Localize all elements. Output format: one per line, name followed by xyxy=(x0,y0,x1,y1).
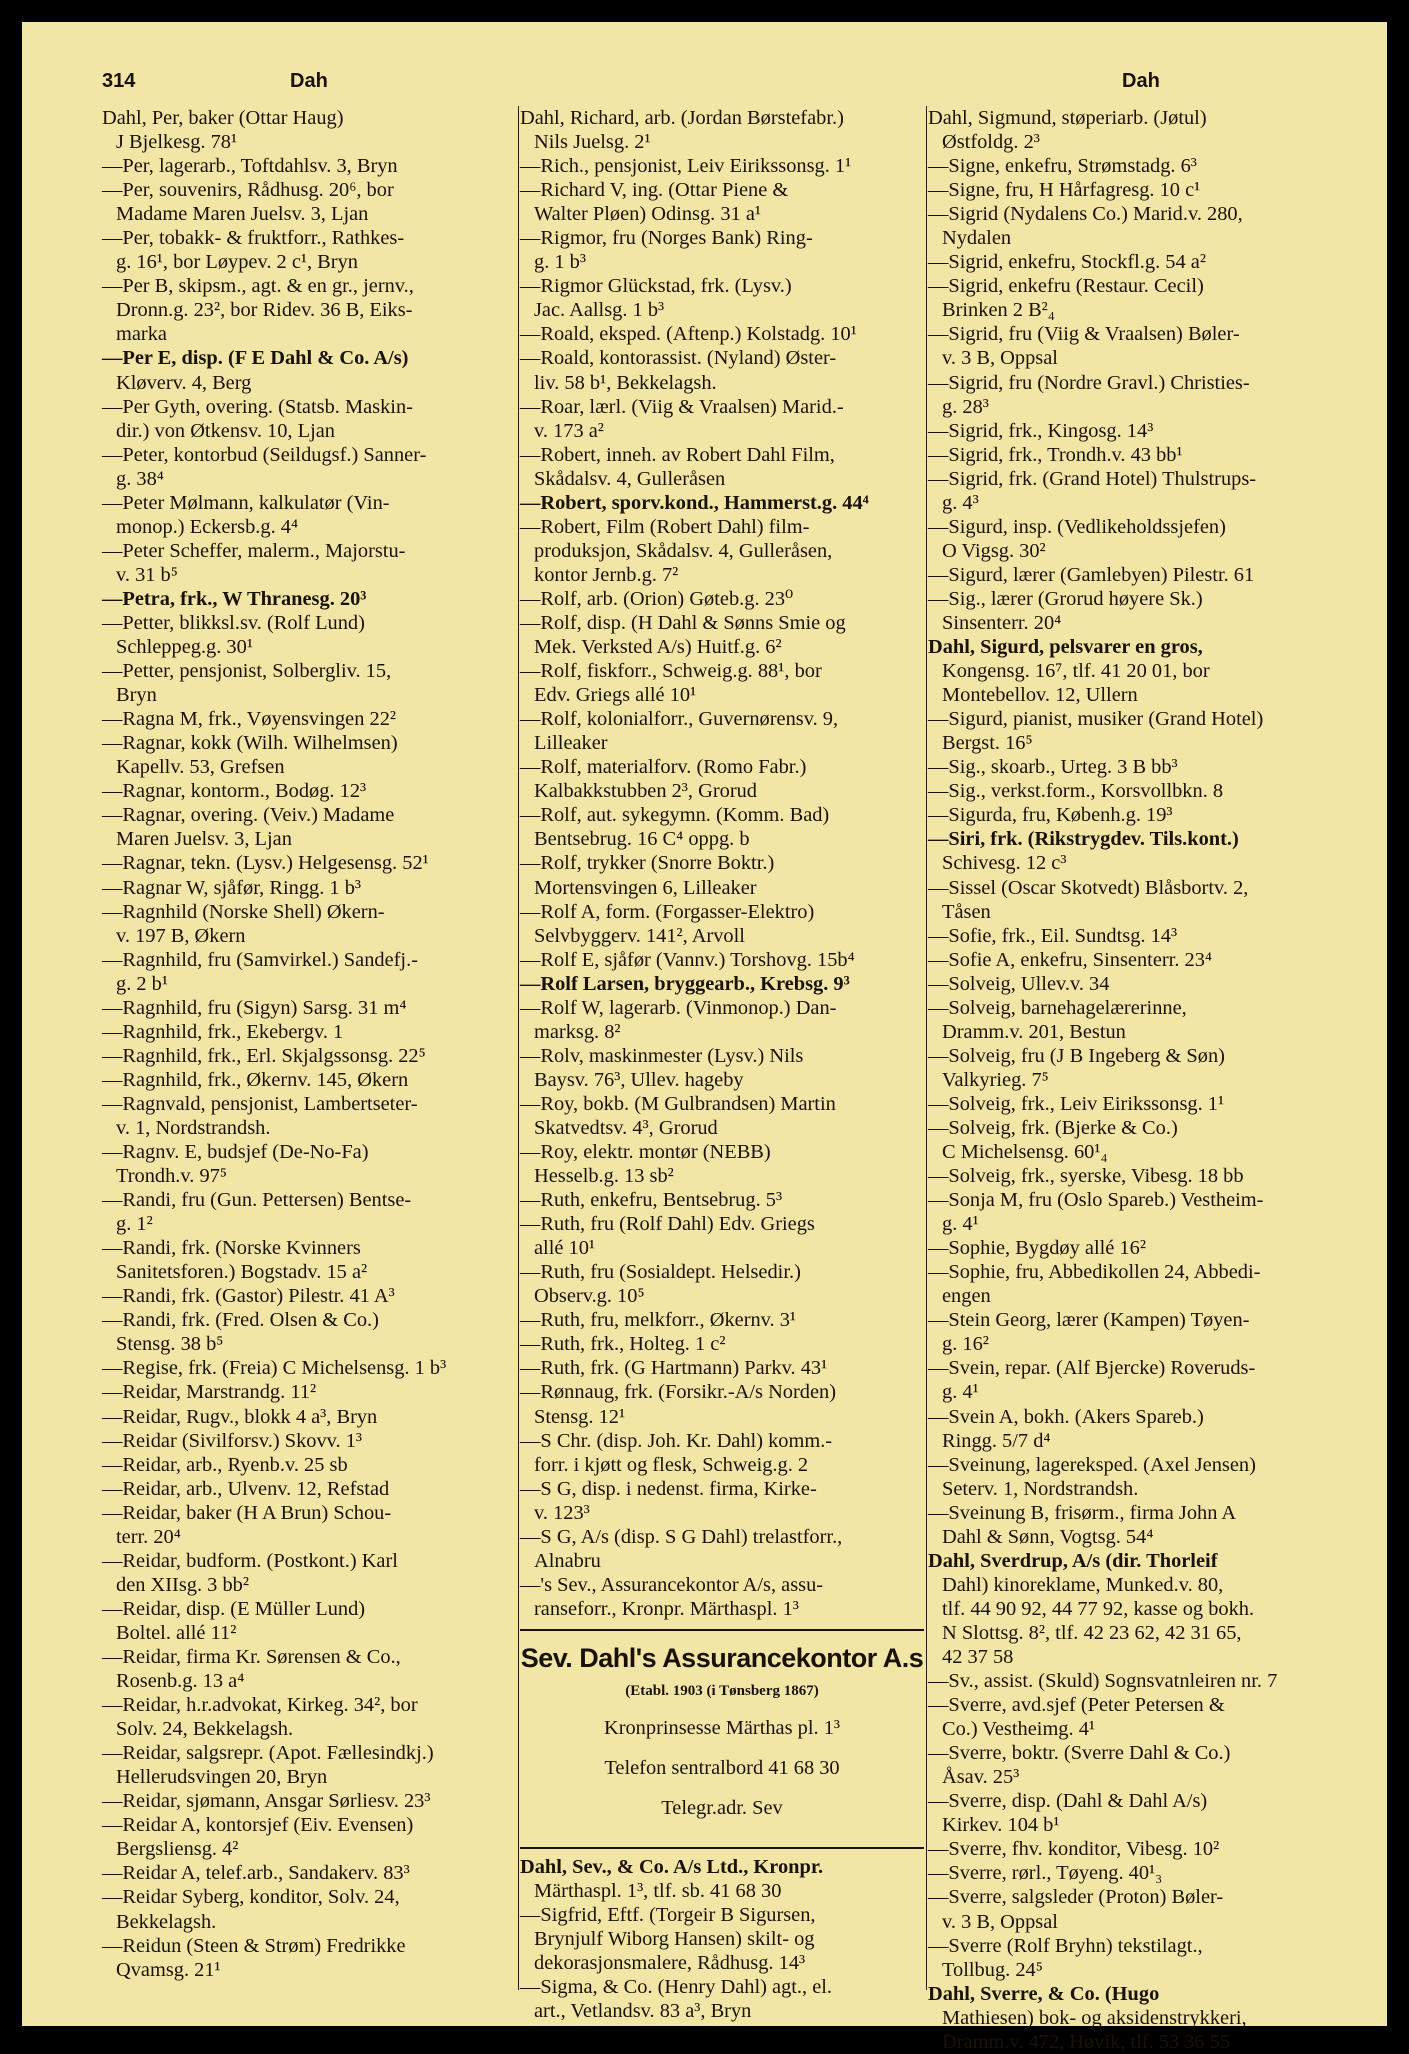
directory-entry-continuation: g. 4¹ xyxy=(942,1213,979,1236)
directory-entry-continuation: g. 16¹, bor Løypev. 2 c¹, Bryn xyxy=(116,251,358,274)
directory-entry: —Ruth, fru, melkforr., Økernv. 3¹ xyxy=(520,1309,797,1332)
directory-entry-continuation: Mortensvingen 6, Lilleaker xyxy=(534,876,757,899)
directory-entry-continuation: forr. i kjøtt og flesk, Schweig.g. 2 xyxy=(534,1453,809,1476)
directory-entry: —Petter, blikksl.sv. (Rolf Lund) xyxy=(102,611,365,634)
directory-entry-continuation: Tollbug. 24⁵ xyxy=(942,1958,1043,1981)
directory-entry: —Ragnhild, frk., Erl. Skjalgssonsg. 22⁵ xyxy=(102,1044,426,1067)
directory-entry-continuation: tlf. 44 90 92, 44 77 92, kasse og bokh. xyxy=(942,1597,1255,1620)
ad-telegram: Telegr.adr. Sev xyxy=(661,1797,783,1819)
directory-entry-continuation: v. 123³ xyxy=(534,1501,590,1524)
directory-entry-continuation: Schivesg. 12 c³ xyxy=(942,852,1067,875)
directory-entry: —Sigrid, frk., Kingosg. 14³ xyxy=(928,419,1154,442)
directory-entry-continuation: dir.) von Øtkensv. 10, Ljan xyxy=(116,419,335,442)
directory-entry-continuation: Trondh.v. 97⁵ xyxy=(116,1165,227,1188)
directory-entry: —Peter Scheffer, malerm., Majorstu- xyxy=(102,539,406,562)
directory-entry: —Ragnvald, pensjonist, Lambertseter- xyxy=(102,1092,418,1115)
directory-entry-continuation: Kongensg. 16⁷, tlf. 41 20 01, bor xyxy=(942,660,1210,683)
directory-entry: —Svein A, bokh. (Akers Spareb.) xyxy=(928,1405,1204,1428)
ad-established: (Etabl. 1903 (i Tønsberg 1867) xyxy=(625,1682,819,1699)
directory-entry-continuation: Dramm.v. 201, Bestun xyxy=(942,1020,1126,1043)
directory-entry: —Sigrid (Nydalens Co.) Marid.v. 280, xyxy=(928,203,1243,226)
column-1 xyxy=(102,106,516,1982)
directory-entry-continuation: Bekkelagsh. xyxy=(116,1910,217,1933)
directory-entry: —Sigrid, enkefru (Restaur. Cecil) xyxy=(928,275,1204,298)
directory-entry-continuation: v. 31 b⁵ xyxy=(116,563,178,586)
directory-entry: —Rich., pensjonist, Leiv Eirikssonsg. 1¹ xyxy=(520,155,852,178)
directory-entry: —Sv., assist. (Skuld) Sognsvatnleiren nr. 7 xyxy=(928,1670,1278,1693)
directory-entry: —Ragnar, tekn. (Lysv.) Helgesensg. 52¹ xyxy=(102,852,429,875)
directory-entry: —Reidar A, telef.arb., Sandakerv. 83³ xyxy=(102,1862,410,1885)
ad-phone: Telefon sentralbord 41 68 30 xyxy=(604,1757,840,1779)
directory-entry: —Per E, disp. (F E Dahl & Co. A/s) xyxy=(102,347,409,370)
directory-entry: —Ragnhild, fru (Samvirkel.) Sandefj.- xyxy=(102,948,418,971)
directory-entry: —Randi, frk. (Fred. Olsen & Co.) xyxy=(102,1309,379,1332)
directory-entry: —Reidar, Rugv., blokk 4 a³, Bryn xyxy=(102,1405,378,1428)
directory-entry: —Ruth, enkefru, Bentsebrug. 5³ xyxy=(520,1189,783,1212)
directory-entry: —Sigrid, frk., Trondh.v. 43 bb¹ xyxy=(928,443,1183,466)
directory-entry: —Reidar, h.r.advokat, Kirkeg. 34², bor xyxy=(102,1694,418,1717)
directory-entry: —Signe, enkefru, Strømstadg. 6³ xyxy=(928,155,1197,178)
directory-entry: —Solveig, frk. (Bjerke & Co.) xyxy=(928,1116,1178,1139)
directory-entry-continuation: Lilleaker xyxy=(534,732,608,755)
column-divider xyxy=(518,106,519,1990)
directory-entry: —Reidar, arb., Ulvenv. 12, Refstad xyxy=(102,1477,390,1500)
directory-entry: —Ragnar, overing. (Veiv.) Madame xyxy=(102,804,395,827)
directory-entry-continuation: Bergst. 16⁵ xyxy=(942,732,1033,755)
directory-entry-continuation: liv. 58 b¹, Bekkelagsh. xyxy=(534,371,717,394)
directory-entry-continuation: art., Vetlandsv. 83 a³, Bryn xyxy=(534,2000,752,2023)
directory-entry-continuation: Madame Maren Juelsv. 3, Ljan xyxy=(116,203,369,226)
directory-entry: —Rønnaug, frk. (Forsikr.-A/s Norden) xyxy=(520,1381,837,1404)
directory-entry: —Sverre, fhv. konditor, Vibesg. 10² xyxy=(928,1838,1220,1861)
directory-entry: —Solveig, Ullev.v. 34 xyxy=(928,972,1110,995)
directory-entry-continuation: Dramm.v. 472, Høvik, tlf. 53 36 55 xyxy=(942,2030,1231,2053)
directory-entry-continuation: g. 28³ xyxy=(942,395,989,418)
directory-entry-continuation: g. 4¹ xyxy=(942,1381,979,1404)
directory-entry: —Signe, fru, H Hårfagresg. 10 c¹ xyxy=(928,179,1201,202)
directory-entry: —Sverre, rørl., Tøyeng. 40¹₃ xyxy=(928,1862,1163,1885)
directory-entry: —Ragnar, kokk (Wilh. Wilhelmsen) xyxy=(102,732,398,755)
directory-entry: —Reidar A, kontorsjef (Eiv. Evensen) xyxy=(102,1814,414,1837)
directory-entry: Dahl, Sev., & Co. A/s Ltd., Kronpr. xyxy=(520,1856,824,1878)
directory-entry-continuation: Brynjulf Wiborg Hansen) skilt- og xyxy=(534,1928,815,1951)
directory-entry-continuation: C Michelsensg. 60¹₄ xyxy=(942,1141,1108,1164)
directory-entry-continuation: Dronn.g. 23², bor Ridev. 36 B, Eiks- xyxy=(116,299,413,322)
directory-entry: —Rolf Larsen, bryggearb., Krebsg. 9³ xyxy=(520,972,850,995)
directory-entry: —Ragnhild, frk., Ekebergv. 1 xyxy=(102,1020,344,1043)
header-right-word: Dah xyxy=(1122,70,1160,92)
directory-entry-continuation: v. 197 B, Økern xyxy=(116,924,246,947)
directory-entry-continuation: g. 1 b³ xyxy=(534,251,586,274)
directory-entry-continuation: ranseforr., Kronpr. Märthaspl. 1³ xyxy=(534,1597,799,1620)
directory-entry: —Sverre, disp. (Dahl & Dahl A/s) xyxy=(928,1790,1208,1813)
directory-entry: —S G, disp. i nedenst. firma, Kirke- xyxy=(520,1477,817,1500)
directory-entry-continuation: Märthaspl. 1³, tlf. sb. 41 68 30 xyxy=(534,1880,782,1903)
directory-entry: —Sonja M, fru (Oslo Spareb.) Vestheim- xyxy=(928,1189,1264,1212)
directory-entry: —'s Sev., Assurancekontor A/s, assu- xyxy=(520,1573,824,1596)
directory-entry: —Robert, Film (Robert Dahl) film- xyxy=(520,515,810,538)
directory-entry: —Rolf A, form. (Forgasser-Elektro) xyxy=(520,900,815,923)
directory-entry-continuation: terr. 20⁴ xyxy=(116,1525,181,1548)
directory-entry: —Sissel (Oscar Skotvedt) Blåsbortv. 2, xyxy=(928,876,1249,899)
directory-entry-continuation: Valkyrieg. 7⁵ xyxy=(942,1068,1049,1091)
directory-entry-continuation: Kirkev. 104 b¹ xyxy=(942,1814,1060,1837)
ad-address: Kronprinsesse Märthas pl. 1³ xyxy=(603,1717,841,1739)
directory-entry: —Solveig, frk., syerske, Vibesg. 18 bb xyxy=(928,1165,1244,1188)
directory-entry: —Reidar Syberg, konditor, Solv. 24, xyxy=(102,1886,400,1909)
directory-entry-continuation: Boltel. allé 11² xyxy=(116,1621,237,1644)
directory-entry-continuation: Østfoldg. 2³ xyxy=(942,131,1040,154)
directory-entry-continuation: Dahl & Sønn, Vogtsg. 54⁴ xyxy=(942,1525,1154,1548)
directory-entry-continuation: Nydalen xyxy=(942,227,1012,250)
directory-entry: —Ragnhild (Norske Shell) Økern- xyxy=(102,900,385,923)
directory-entry-continuation: Mathiesen) bok- og aksidenstrykkeri, xyxy=(942,2006,1247,2029)
directory-entry-continuation: Skatvedtsv. 4³, Grorud xyxy=(534,1116,718,1139)
directory-entry: —Svein, repar. (Alf Bjercke) Roveruds- xyxy=(928,1357,1256,1380)
directory-entry: —Sverre, avd.sjef (Peter Petersen & xyxy=(928,1694,1225,1717)
directory-entry: —Robert, sporv.kond., Hammerst.g. 44⁴ xyxy=(520,491,869,514)
directory-entry: —Solveig, fru (J B Ingeberg & Søn) xyxy=(928,1044,1225,1067)
directory-entry: —Sig., skoarb., Urteg. 3 B bb³ xyxy=(928,756,1178,779)
directory-entry-continuation: Åsav. 25³ xyxy=(942,1766,1020,1789)
directory-entry: —Regise, frk. (Freia) C Michelsensg. 1 b³ xyxy=(102,1357,447,1380)
directory-entry: —Randi, frk. (Norske Kvinners xyxy=(102,1237,361,1260)
directory-entry-continuation: produksjon, Skådalsv. 4, Gulleråsen, xyxy=(534,539,833,562)
directory-entry: —Rigmor, fru (Norges Bank) Ring- xyxy=(520,227,813,250)
directory-entry-continuation: monop.) Eckersb.g. 4⁴ xyxy=(116,515,299,538)
directory-entry: —Reidar, Marstrandg. 11² xyxy=(102,1381,317,1404)
directory-entry-continuation: Jac. Aallsg. 1 b³ xyxy=(534,299,665,322)
directory-entry-continuation: Dahl) kinoreklame, Munked.v. 80, xyxy=(942,1573,1224,1596)
directory-entry: —Sigurd, insp. (Vedlikeholdssjefen) xyxy=(928,515,1226,538)
directory-entry: —Rolf E, sjåfør (Vannv.) Torshovg. 15b⁴ xyxy=(520,948,855,971)
directory-entry: —Reidar, budform. (Postkont.) Karl xyxy=(102,1549,398,1572)
directory-entry-continuation: Brinken 2 B²₄ xyxy=(942,299,1055,322)
advertisement-box xyxy=(520,1629,924,1849)
directory-entry: —Ruth, frk. (G Hartmann) Parkv. 43¹ xyxy=(520,1357,828,1380)
directory-entry: —Per, lagerarb., Toftdahlsv. 3, Bryn xyxy=(102,155,398,178)
directory-entry: —Rolf, fiskforr., Schweig.g. 88¹, bor xyxy=(520,660,822,683)
directory-entry: —Randi, fru (Gun. Pettersen) Bentse- xyxy=(102,1189,412,1212)
directory-entry: Dahl, Per, baker (Ottar Haug) xyxy=(102,107,344,129)
directory-entry: —Sigfrid, Eftf. (Torgeir B Sigursen, xyxy=(520,1904,816,1927)
header-left-word: Dah xyxy=(290,70,328,92)
directory-entry-continuation: Baysv. 76³, Ullev. hageby xyxy=(534,1068,744,1091)
directory-entry: Dahl, Sigurd, pelsvarer en gros, xyxy=(928,636,1203,659)
directory-entry: —Rolf, arb. (Orion) Gøteb.g. 23⁰ xyxy=(520,587,794,610)
directory-entry-continuation: Seterv. 1, Nordstrandsh. xyxy=(942,1477,1139,1500)
directory-entry: Dahl, Sigmund, støperiarb. (Jøtul) xyxy=(928,107,1207,129)
directory-entry: —Per B, skipsm., agt. & en gr., jernv., xyxy=(102,275,414,298)
directory-entry: —Rolf, materialforv. (Romo Fabr.) xyxy=(520,756,807,779)
directory-entry-continuation: Hellerudsvingen 20, Bryn xyxy=(116,1766,328,1789)
directory-entry: —Sofie, frk., Eil. Sundtsg. 14³ xyxy=(928,924,1178,947)
directory-entry: —Sveinung, lagereksped. (Axel Jensen) xyxy=(928,1453,1256,1476)
directory-entry: —Randi, frk. (Gastor) Pilestr. 41 A³ xyxy=(102,1285,395,1308)
directory-entry-continuation: g. 38⁴ xyxy=(116,467,164,490)
directory-entry-continuation: Skådalsv. 4, Gulleråsen xyxy=(534,467,726,490)
directory-entry-continuation: dekorasjonsmalere, Rådhusg. 14³ xyxy=(534,1952,806,1975)
directory-entry: —Sophie, fru, Abbedikollen 24, Abbedi- xyxy=(928,1261,1261,1284)
directory-entry-continuation: O Vigsg. 30² xyxy=(942,539,1046,562)
directory-entry: —Reidar (Sivilforsv.) Skovv. 1³ xyxy=(102,1429,363,1452)
directory-entry: —Sigrid, fru (Viig & Vraalsen) Bøler- xyxy=(928,323,1240,346)
directory-entry: —Sig., verkst.form., Korsvollbkn. 8 xyxy=(928,780,1224,803)
directory-entry-continuation: allé 10¹ xyxy=(534,1237,596,1260)
column-2 xyxy=(520,106,924,2023)
directory-entry-continuation: engen xyxy=(942,1285,991,1308)
directory-entry: —S Chr. (disp. Joh. Kr. Dahl) komm.- xyxy=(520,1429,833,1452)
directory-entry: Dahl, Sverdrup, A/s (dir. Thorleif xyxy=(928,1549,1218,1572)
directory-entry: —Reidar, arb., Ryenb.v. 25 sb xyxy=(102,1453,348,1476)
directory-entry-continuation: g. 4³ xyxy=(942,491,979,514)
directory-entry-continuation: v. 173 a² xyxy=(534,419,604,442)
column-divider xyxy=(926,106,927,1990)
directory-entry: —Rigmor Glückstad, frk. (Lysv.) xyxy=(520,275,792,298)
directory-entry-continuation: Solv. 24, Bekkelagsh. xyxy=(116,1718,294,1741)
directory-entry-continuation: g. 2 b¹ xyxy=(116,972,168,995)
directory-entry-continuation: Ringg. 5/7 d⁴ xyxy=(942,1429,1051,1452)
directory-entry: —Peter, kontorbud (Seildugsf.) Sanner- xyxy=(102,443,427,466)
directory-entry-continuation: Rosenb.g. 13 a⁴ xyxy=(116,1670,245,1693)
directory-entry-continuation: Tåsen xyxy=(942,900,991,923)
directory-entry: —Sigma, & Co. (Henry Dahl) agt., el. xyxy=(520,1976,833,1999)
directory-entry-continuation: Co.) Vestheimg. 4¹ xyxy=(942,1718,1095,1741)
directory-entry: —Ragnhild, fru (Sigyn) Sarsg. 31 m⁴ xyxy=(102,996,407,1019)
directory-entry-continuation: Selvbyggerv. 141², Arvoll xyxy=(534,924,745,947)
directory-entry: —Sophie, Bygdøy allé 16² xyxy=(928,1237,1146,1260)
directory-entry: —Ragnar, kontorm., Bodøg. 12³ xyxy=(102,780,367,803)
directory-entry-continuation: Montebellov. 12, Ullern xyxy=(942,684,1138,707)
directory-entry: —Robert, inneh. av Robert Dahl Film, xyxy=(520,443,835,466)
directory-entry-continuation: Sinsenterr. 20⁴ xyxy=(942,611,1062,634)
directory-entry: —Roald, kontorassist. (Nyland) Øster- xyxy=(520,347,837,370)
directory-entry-continuation: Alnabru xyxy=(534,1549,601,1572)
directory-entry: —Rolv, maskinmester (Lysv.) Nils xyxy=(520,1044,804,1067)
directory-entry: —Sigurd, lærer (Gamlebyen) Pilestr. 61 xyxy=(928,563,1255,586)
directory-entry-continuation: Walter Pløen) Odinsg. 31 a¹ xyxy=(534,203,762,226)
directory-entry-continuation: Sanitetsforen.) Bogstadv. 15 a² xyxy=(116,1261,368,1284)
directory-entry: —Sigrid, frk. (Grand Hotel) Thulstrups- xyxy=(928,467,1257,490)
directory-entry: —Per, souvenirs, Rådhusg. 20⁶, bor xyxy=(102,179,394,202)
directory-entry: Dahl, Sverre, & Co. (Hugo xyxy=(928,1982,1160,2005)
directory-entry-continuation: 42 37 58 xyxy=(942,1646,1014,1668)
directory-entry: —Reidar, sjømann, Ansgar Sørliesv. 23³ xyxy=(102,1790,431,1813)
directory-entry: —Sofie A, enkefru, Sinsenterr. 23⁴ xyxy=(928,948,1213,971)
directory-entry: —Sverre, salgsleder (Proton) Bøler- xyxy=(928,1886,1224,1909)
page-number: 314 xyxy=(102,70,136,92)
directory-entry: —Sigrid, enkefru, Stockfl.g. 54 a² xyxy=(928,251,1206,274)
directory-entry: —Siri, frk. (Rikstrygdev. Tils.kont.) xyxy=(928,828,1239,851)
directory-entry-continuation: v. 1, Nordstrandsh. xyxy=(116,1116,271,1139)
directory-entry: —Rolf W, lagerarb. (Vinmonop.) Dan- xyxy=(520,996,837,1019)
directory-entry-continuation: Hesselb.g. 13 sb² xyxy=(534,1165,674,1188)
directory-entry: —Solveig, barnehagelærerinne, xyxy=(928,996,1187,1019)
directory-entry-continuation: N Slottsg. 8², tlf. 42 23 62, 42 31 65, xyxy=(942,1621,1242,1644)
directory-entry: —Petter, pensjonist, Solbergliv. 15, xyxy=(102,660,392,683)
directory-entry: —Rolf, trykker (Snorre Boktr.) xyxy=(520,852,775,875)
directory-entry: —Sverre (Rolf Bryhn) tekstilagt., xyxy=(928,1934,1203,1957)
directory-entry: —Peter Mølmann, kalkulatør (Vin- xyxy=(102,491,390,514)
directory-entry-continuation: Mek. Verksted A/s) Huitf.g. 6² xyxy=(534,636,782,659)
directory-entry-continuation: Maren Juelsv. 3, Ljan xyxy=(116,828,292,851)
ad-title: Sev. Dahl's Assurancekontor A.s xyxy=(520,1642,924,1673)
directory-entry-continuation: Kapellv. 53, Grefsen xyxy=(116,756,285,779)
directory-entry-continuation: v. 3 B, Oppsal xyxy=(942,1910,1058,1933)
directory-entry: —S G, A/s (disp. S G Dahl) trelastforr., xyxy=(520,1525,843,1548)
directory-entry-continuation: den XIIsg. 3 bb² xyxy=(116,1573,249,1596)
directory-entry-continuation: Edv. Griegs allé 10¹ xyxy=(534,684,697,707)
directory-entry: —Rolf, kolonialforr., Guvernørensv. 9, xyxy=(520,708,839,731)
directory-entry: —Sigurd, pianist, musiker (Grand Hotel) xyxy=(928,708,1264,731)
directory-entry: —Reidun (Steen & Strøm) Fredrikke xyxy=(102,1934,406,1957)
directory-entry-continuation: Nils Juelsg. 2¹ xyxy=(534,131,651,154)
directory-entry: —Ragnar W, sjåfør, Ringg. 1 b³ xyxy=(102,876,362,899)
directory-entry-continuation: Observ.g. 10⁵ xyxy=(534,1285,645,1308)
directory-entry: —Sigrid, fru (Nordre Gravl.) Christies- xyxy=(928,371,1250,394)
directory-entry: —Reidar, salgsrepr. (Apot. Fællesindkj.) xyxy=(102,1742,434,1765)
directory-entry: —Richard V, ing. (Ottar Piene & xyxy=(520,179,789,202)
directory-entry: —Ragnv. E, budsjef (De-No-Fa) xyxy=(102,1141,369,1164)
directory-entry: —Roy, bokb. (M Gulbrandsen) Martin xyxy=(520,1092,836,1115)
directory-entry: —Solveig, frk., Leiv Eirikssonsg. 1¹ xyxy=(928,1092,1225,1115)
directory-entry: —Ragna M, frk., Vøyensvingen 22² xyxy=(102,708,397,731)
directory-entry-continuation: J Bjelkesg. 78¹ xyxy=(116,131,238,154)
column-3 xyxy=(928,106,1340,2054)
directory-entry-continuation: Stensg. 12¹ xyxy=(534,1405,626,1428)
directory-entry: —Ruth, fru (Rolf Dahl) Edv. Griegs xyxy=(520,1213,815,1236)
directory-entry-continuation: Bryn xyxy=(116,684,157,707)
directory-entry: —Sigurda, fru, Københ.g. 19³ xyxy=(928,804,1173,827)
directory-entry: Dahl, Richard, arb. (Jordan Børstefabr.) xyxy=(520,107,844,129)
directory-entry: —Roald, eksped. (Aftenp.) Kolstadg. 10¹ xyxy=(520,323,857,346)
directory-entry: —Ruth, fru (Sosialdept. Helsedir.) xyxy=(520,1261,801,1284)
directory-entry-continuation: Schleppeg.g. 30¹ xyxy=(116,636,253,659)
directory-entry-continuation: Kalbakkstubben 2³, Grorud xyxy=(534,780,758,803)
directory-entry: —Sverre, boktr. (Sverre Dahl & Co.) xyxy=(928,1742,1231,1765)
directory-entry-continuation: marksg. 8² xyxy=(534,1020,621,1043)
directory-entry: —Reidar, firma Kr. Sørensen & Co., xyxy=(102,1646,401,1668)
directory-entry: —Per, tobakk- & fruktforr., Rathkes- xyxy=(102,227,405,250)
directory-entry: —Per Gyth, overing. (Statsb. Maskin- xyxy=(102,395,413,418)
directory-entry-continuation: Kløverv. 4, Berg xyxy=(116,371,252,394)
directory-entry: —Reidar, baker (H A Brun) Schou- xyxy=(102,1501,392,1524)
directory-entry: —Sveinung B, frisørm., firma John A xyxy=(928,1501,1237,1524)
directory-entry: —Sig., lærer (Grorud høyere Sk.) xyxy=(928,587,1203,610)
directory-entry-continuation: marka xyxy=(116,323,167,346)
directory-entry: —Roy, elektr. montør (NEBB) xyxy=(520,1141,771,1164)
directory-entry: —Ragnhild, frk., Økernv. 145, Økern xyxy=(102,1068,409,1091)
directory-entry-continuation: g. 1² xyxy=(116,1213,153,1236)
directory-entry: —Roar, lærl. (Viig & Vraalsen) Marid.- xyxy=(520,395,844,418)
directory-entry-continuation: v. 3 B, Oppsal xyxy=(942,347,1058,370)
directory-entry-continuation: Bentsebrug. 16 C⁴ oppg. b xyxy=(534,828,750,851)
directory-entry: —Rolf, aut. sykegymn. (Komm. Bad) xyxy=(520,804,830,827)
directory-page xyxy=(22,22,1387,2053)
directory-entry: —Ruth, frk., Holteg. 1 c² xyxy=(520,1333,726,1356)
directory-entry: —Petra, frk., W Thranesg. 20³ xyxy=(102,587,367,610)
directory-entry: —Rolf, disp. (H Dahl & Sønns Smie og xyxy=(520,611,846,634)
directory-entry-continuation: Stensg. 38 b⁵ xyxy=(116,1333,224,1356)
directory-entry-continuation: Qvamsg. 21¹ xyxy=(116,1958,221,1981)
directory-entry: —Reidar, disp. (E Müller Lund) xyxy=(102,1597,366,1620)
directory-entry: —Stein Georg, lærer (Kampen) Tøyen- xyxy=(928,1309,1250,1332)
directory-entry-continuation: kontor Jernb.g. 7² xyxy=(534,563,679,586)
directory-entry-continuation: g. 16² xyxy=(942,1333,989,1356)
directory-entry-continuation: Bergsliensg. 4² xyxy=(116,1838,239,1861)
